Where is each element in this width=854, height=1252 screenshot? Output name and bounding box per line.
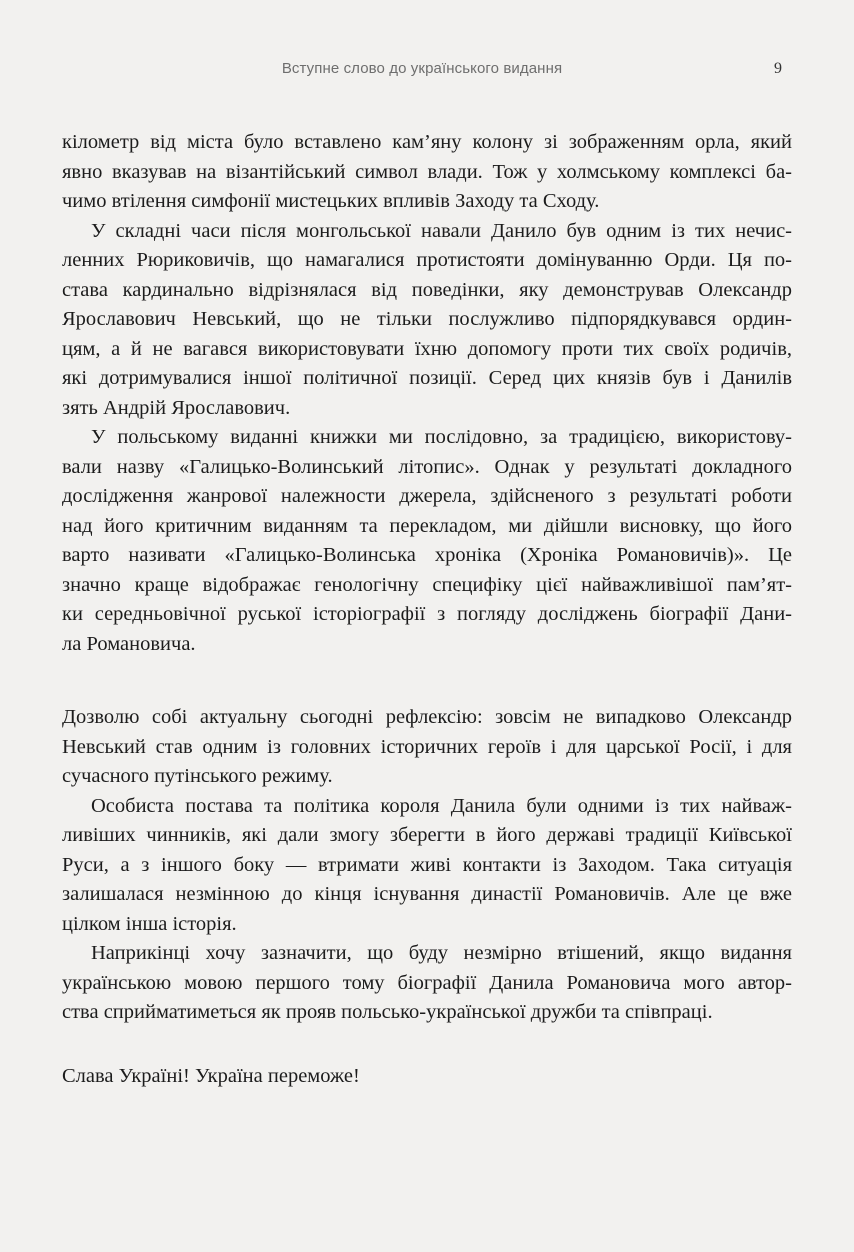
running-header xyxy=(62,60,782,86)
text-line: українською мовою першого тому біографії Данила Романовича мого автор- xyxy=(62,971,792,994)
text-line: варто називати «Галицько-Волинська хроніка (Хроніка Романовичів)». Це xyxy=(62,544,792,566)
paragraph-continuation xyxy=(62,128,792,217)
paragraph-reflection xyxy=(62,703,792,792)
text-line: Невський став одним із головних історичних героїв і для царської Росії, і для xyxy=(62,735,792,758)
text-line: кілометр від міста було вставлено кам’яну колону зі зображенням орла, який xyxy=(62,131,792,153)
paragraph-conclusion xyxy=(62,939,792,1028)
page-number: 9 xyxy=(774,60,782,77)
text-line: ла Романовича. xyxy=(62,632,196,655)
text-line: чимо втілення симфонії мистецьких впливів Заходу та Сходу. xyxy=(62,190,600,212)
text-line: які дотримувалися іншої політичної позиції. Серед цих князів був і Данилів xyxy=(62,367,792,389)
text-line: цілком інша історія. xyxy=(62,912,237,935)
section-break xyxy=(62,659,792,703)
text-line: вали назву «Галицько-Волинський літопис». Однак у результаті докладного xyxy=(62,455,792,478)
text-line: залишалася незмінною до кінця існування династії Романовичів. Але це вже xyxy=(62,883,792,905)
text-line: У складні часи після монгольської навали Данило був одним із тих нечис- xyxy=(91,219,792,242)
text-line: значно краще відображає генологічну специфіку цієї найважливішої пам’ят- xyxy=(62,573,792,596)
text-line: Наприкінці хочу зазначити, що буду незмірно втішений, якщо видання xyxy=(91,942,792,964)
text-line: Руси, а з іншого боку — втримати живі контакти із Заходом. Така ситуація xyxy=(62,853,792,876)
closing-line: Слава Україні! Україна переможе! xyxy=(62,1064,360,1087)
running-title: Вступне слово до українського видання xyxy=(281,60,563,77)
text-line: става кардинально відрізнялася від поведінки, яку демонстрував Олександр xyxy=(62,278,792,301)
section-break xyxy=(62,1028,792,1062)
text-line: ливіших чинників, які дали змогу зберегти в його державі традиції Київської xyxy=(62,824,792,846)
text-line: Дозволю собі актуальну сьогодні рефлексію: зовсім не випадково Олександр xyxy=(62,706,792,728)
text-line: ства сприйматиметься як прояв польсько-української дружби та співпраці. xyxy=(62,1001,713,1023)
text-line: зять Андрій Ярославович. xyxy=(62,396,291,419)
text-line: У польському виданні книжки ми послідовно, за традицією, використову- xyxy=(91,426,792,448)
text-line: явно вказував на візантійський символ влади. Тож у холмському комплексі ба- xyxy=(62,160,792,183)
paragraph-chronicle-title xyxy=(62,423,792,659)
paragraph-mongol-invasion xyxy=(62,217,792,424)
text-line: ленних Рюриковичів, що намагалися протистояти домінуванню Орди. Ця по- xyxy=(62,249,792,271)
text-line: дослідження жанрової належности джерела, здійсненого з результаті роботи xyxy=(62,485,792,507)
text-line: сучасного путінського режиму. xyxy=(62,765,333,787)
paragraph-closing xyxy=(62,1062,792,1092)
text-line: Особиста постава та політика короля Данила були одними із тих найваж- xyxy=(91,794,792,817)
text-line: над його критичним виданням та перекладом, ми дійшли висновку, що його xyxy=(62,514,792,537)
text-line: ки середньовічної руської історіографії з погляду досліджень біографії Дани- xyxy=(62,603,792,625)
text-line: Ярославович Невський, що не тільки послужливо підпорядкувався ордин- xyxy=(62,308,792,330)
page-body xyxy=(62,128,792,1091)
text-line: цям, а й не вагався використовувати їхню допомогу проти тих своїх родичів, xyxy=(62,337,792,360)
paragraph-king-danylo xyxy=(62,792,792,940)
